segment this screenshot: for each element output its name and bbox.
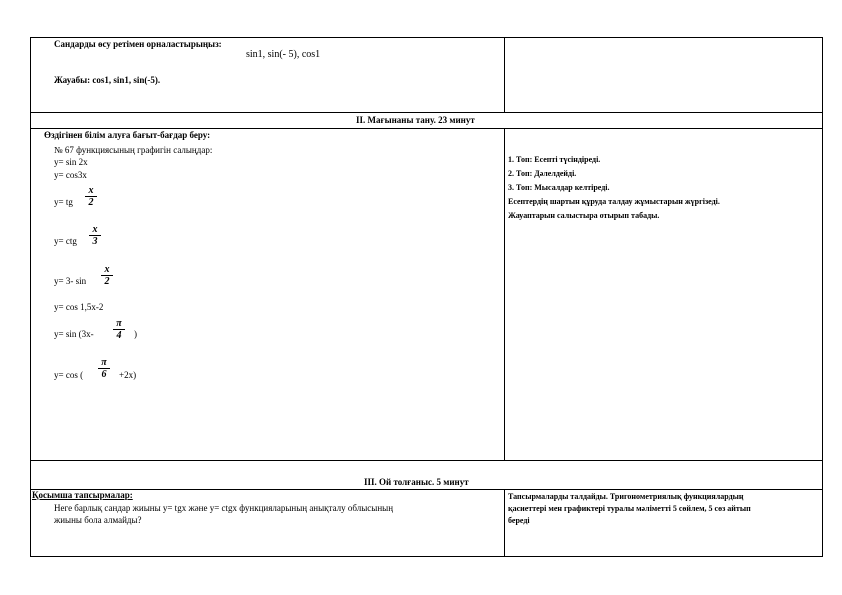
answer-text: Жауабы: cos1, sin1, sin(-5). <box>54 75 161 85</box>
section-subtitle: Өздігінен білім алуға бағыт-бағдар беру: <box>44 130 211 140</box>
reflection-text: қасиеттері мен графиктері туралы мәліметті 5 сөйлем, 5 сөз айтып <box>508 504 751 513</box>
column-divider <box>504 489 505 557</box>
reflection-text: береді <box>508 516 530 525</box>
function-tail: ) <box>134 329 137 339</box>
fraction-denominator: 2 <box>104 276 110 287</box>
table-right-border <box>822 37 823 557</box>
function-item: y= tg <box>54 197 73 207</box>
extra-tasks-title: Қосымша тапсырмалар: <box>32 490 133 500</box>
section-header: III. Ой толғаныс. 5 минут <box>364 477 469 487</box>
extra-task-text: жиыны бола алмайды? <box>54 515 142 525</box>
table-left-border <box>30 37 31 557</box>
group-activity-line: 1. Топ: Есепті түсіндіреді. <box>508 155 601 164</box>
extra-task-text: Неге барлық сандар жиыны y= tgx және y= ctgx функцияларының анықталу облысының <box>54 503 394 513</box>
group-activity-line: Есептердің шартын құруда талдау жұмыстарын жүргізеді. <box>508 197 720 206</box>
task-text: Сандарды өсу ретімен орналастырыңыз: <box>54 39 222 49</box>
fraction-denominator: 4 <box>116 330 122 341</box>
function-item: y= sin (3x- <box>54 329 94 339</box>
row-divider <box>30 489 823 490</box>
fraction-numerator: π <box>116 318 122 329</box>
function-item: y= ctg <box>54 236 77 246</box>
fraction-denominator: 6 <box>101 369 107 380</box>
fraction <box>97 357 111 380</box>
fraction-numerator: π <box>101 357 107 368</box>
fraction <box>88 224 102 247</box>
row-divider <box>30 112 823 113</box>
fraction <box>112 318 126 341</box>
function-item: y= cos ( <box>54 370 84 380</box>
reflection-text: Тапсырмаларды талдайды. Тригонометриялық функциялардың <box>508 492 744 501</box>
group-activity-line: Жауаптарын салыстыра отырып табады. <box>508 211 660 220</box>
row-divider <box>30 128 823 129</box>
function-item: y= cos 1,5x-2 <box>54 302 104 312</box>
fraction-denominator: 2 <box>88 197 94 208</box>
row-divider <box>30 460 823 461</box>
fraction <box>100 264 114 287</box>
fraction-numerator: x <box>92 224 98 235</box>
task-intro: № 67 функциясының графигін салыңдар: <box>54 145 213 155</box>
task-formula: sin1, sin(- 5), cos1 <box>246 49 321 60</box>
fraction <box>84 185 98 208</box>
function-item: y= 3- sin <box>54 276 87 286</box>
function-tail: +2x) <box>119 370 137 380</box>
group-activity-line: 2. Топ: Дәлелдейді. <box>508 169 577 178</box>
table-top-border <box>30 37 823 38</box>
function-item: y= cos3x <box>54 170 87 180</box>
group-activity-line: 3. Топ: Мысалдар келтіреді. <box>508 183 610 192</box>
table-bottom-border <box>30 556 823 557</box>
function-item: y= sin 2x <box>54 157 88 167</box>
fraction-numerator: x <box>88 185 94 196</box>
column-divider <box>504 128 505 461</box>
section-header: II. Мағынаны тану. 23 минут <box>356 115 475 125</box>
fraction-numerator: x <box>104 264 110 275</box>
column-divider <box>504 37 505 113</box>
fraction-denominator: 3 <box>92 236 98 247</box>
